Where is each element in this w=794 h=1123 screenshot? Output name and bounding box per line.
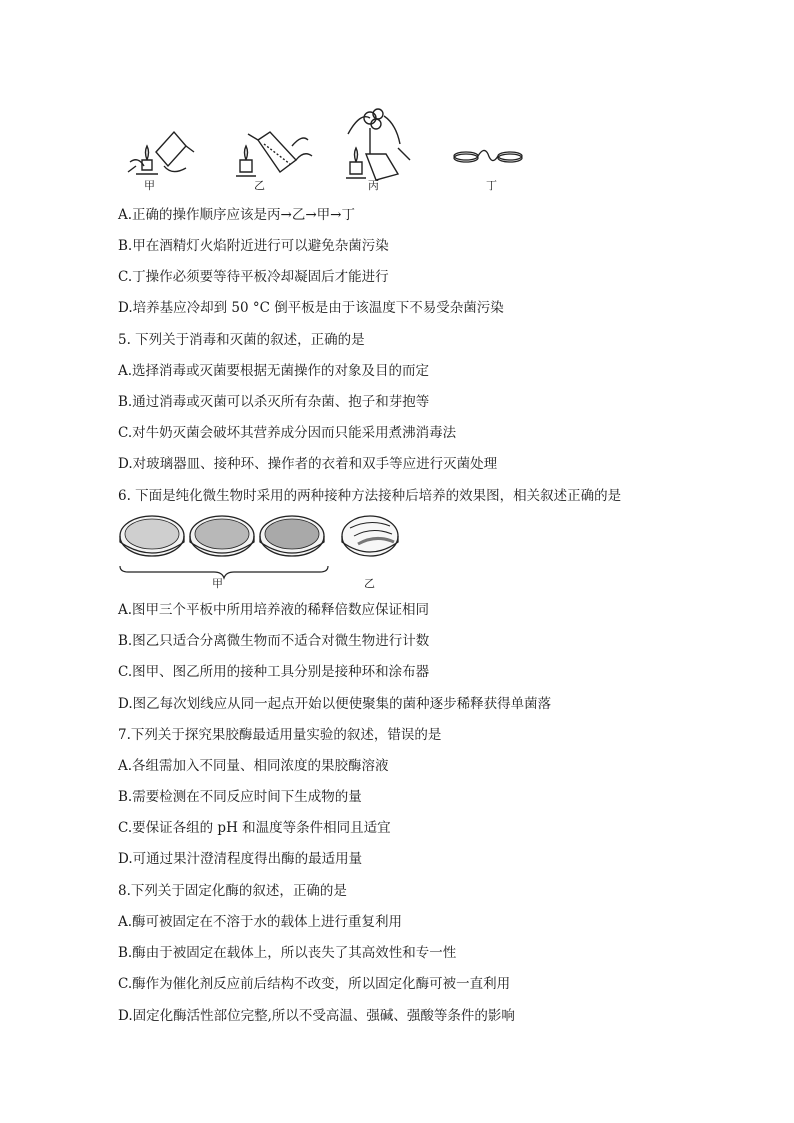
- plate-jia-3: [258, 512, 328, 562]
- plate-jia-brace: [118, 564, 330, 580]
- plate-figure: [118, 512, 408, 592]
- q8-option-c: C.酶作为催化剂反应前后结构不改变，所以固定化酶可被一直利用: [118, 976, 511, 992]
- q8-option-d: D.固定化酶活性部位完整,所以不受高温、强碱、强酸等条件的影响: [118, 1008, 515, 1024]
- q6-stem: 6. 下面是纯化微生物时采用的两种接种方法接种后培养的效果图，相关叙述正确的是: [118, 488, 622, 504]
- operation-bing-illustration: [340, 104, 430, 190]
- q5-option-c: C.对牛奶灭菌会破坏其营养成分因而只能采用煮沸消毒法: [118, 425, 457, 441]
- q6-option-d: D.图乙每次划线应从同一起点开始以便使聚集的菌种逐步稀释获得单菌落: [118, 696, 552, 712]
- q4-option-d: D.培养基应冷却到 50 °C 倒平板是由于该温度下不易受杂菌污染: [118, 300, 504, 316]
- plate-label-jia: 甲: [212, 577, 223, 590]
- q5-option-b: B.通过消毒或灭菌可以杀灭所有杂菌、抱子和芽抱等: [118, 394, 430, 410]
- plate-jia-1: [118, 512, 188, 562]
- figure-label-bing: 丙: [368, 179, 379, 192]
- q7-option-a: A.各组需加入不同量、相同浓度的果胶酶溶液: [118, 758, 389, 774]
- q5-option-d: D.对玻璃器皿、接种环、操作者的衣着和双手等应进行灭菌处理: [118, 456, 498, 472]
- q6-option-c: C.图甲、图乙所用的接种工具分别是接种环和涂布器: [118, 664, 430, 680]
- q7-option-d: D.可通过果汁澄清程度得出酶的最适用量: [118, 851, 363, 867]
- operation-jia-illustration: [122, 122, 202, 192]
- plate-yi: [340, 512, 404, 562]
- figure-label-ding: 丁: [486, 179, 497, 192]
- q4-option-c: C.丁操作必须要等待平板冷却凝固后才能进行: [118, 269, 389, 285]
- operation-ding-illustration: [452, 144, 532, 184]
- q4-option-b: B.甲在酒精灯火焰附近进行可以避免杂菌污染: [118, 238, 389, 254]
- plate-jia-2: [188, 512, 258, 562]
- q6-option-b: B.图乙只适合分离微生物而不适合对微生物进行计数: [118, 633, 430, 649]
- q8-stem: 8.下列关于固定化酶的叙述，正确的是: [118, 883, 347, 899]
- q8-option-b: B.酶由于被固定在载体上，所以丧失了其高效性和专一性: [118, 945, 457, 961]
- operation-yi-illustration: [236, 120, 316, 190]
- q7-option-b: B.需要检测在不同反应时间下生成物的量: [118, 789, 362, 805]
- q7-option-c: C.要保证各组的 pH 和温度等条件相同且适宜: [118, 820, 391, 836]
- figure-label-yi: 乙: [254, 179, 265, 192]
- q5-stem: 5. 下列关于消毒和灭菌的叙述，正确的是: [118, 332, 365, 348]
- plate-label-yi: 乙: [364, 577, 375, 590]
- q5-option-a: A.选择消毒或灭菌要根据无菌操作的对象及目的而定: [118, 363, 430, 379]
- q8-option-a: A.酶可被固定在不溶于水的载体上进行重复利用: [118, 914, 403, 930]
- q4-option-a: A.正确的操作顺序应该是丙→乙→甲→丁: [118, 207, 355, 223]
- operation-figure: [118, 100, 538, 196]
- figure-label-jia: 甲: [144, 179, 155, 192]
- q7-stem: 7.下列关于探究果胶酶最适用量实验的叙述，错误的是: [118, 727, 442, 743]
- q6-option-a: A.图甲三个平板中所用培养液的稀释倍数应保证相同: [118, 602, 430, 618]
